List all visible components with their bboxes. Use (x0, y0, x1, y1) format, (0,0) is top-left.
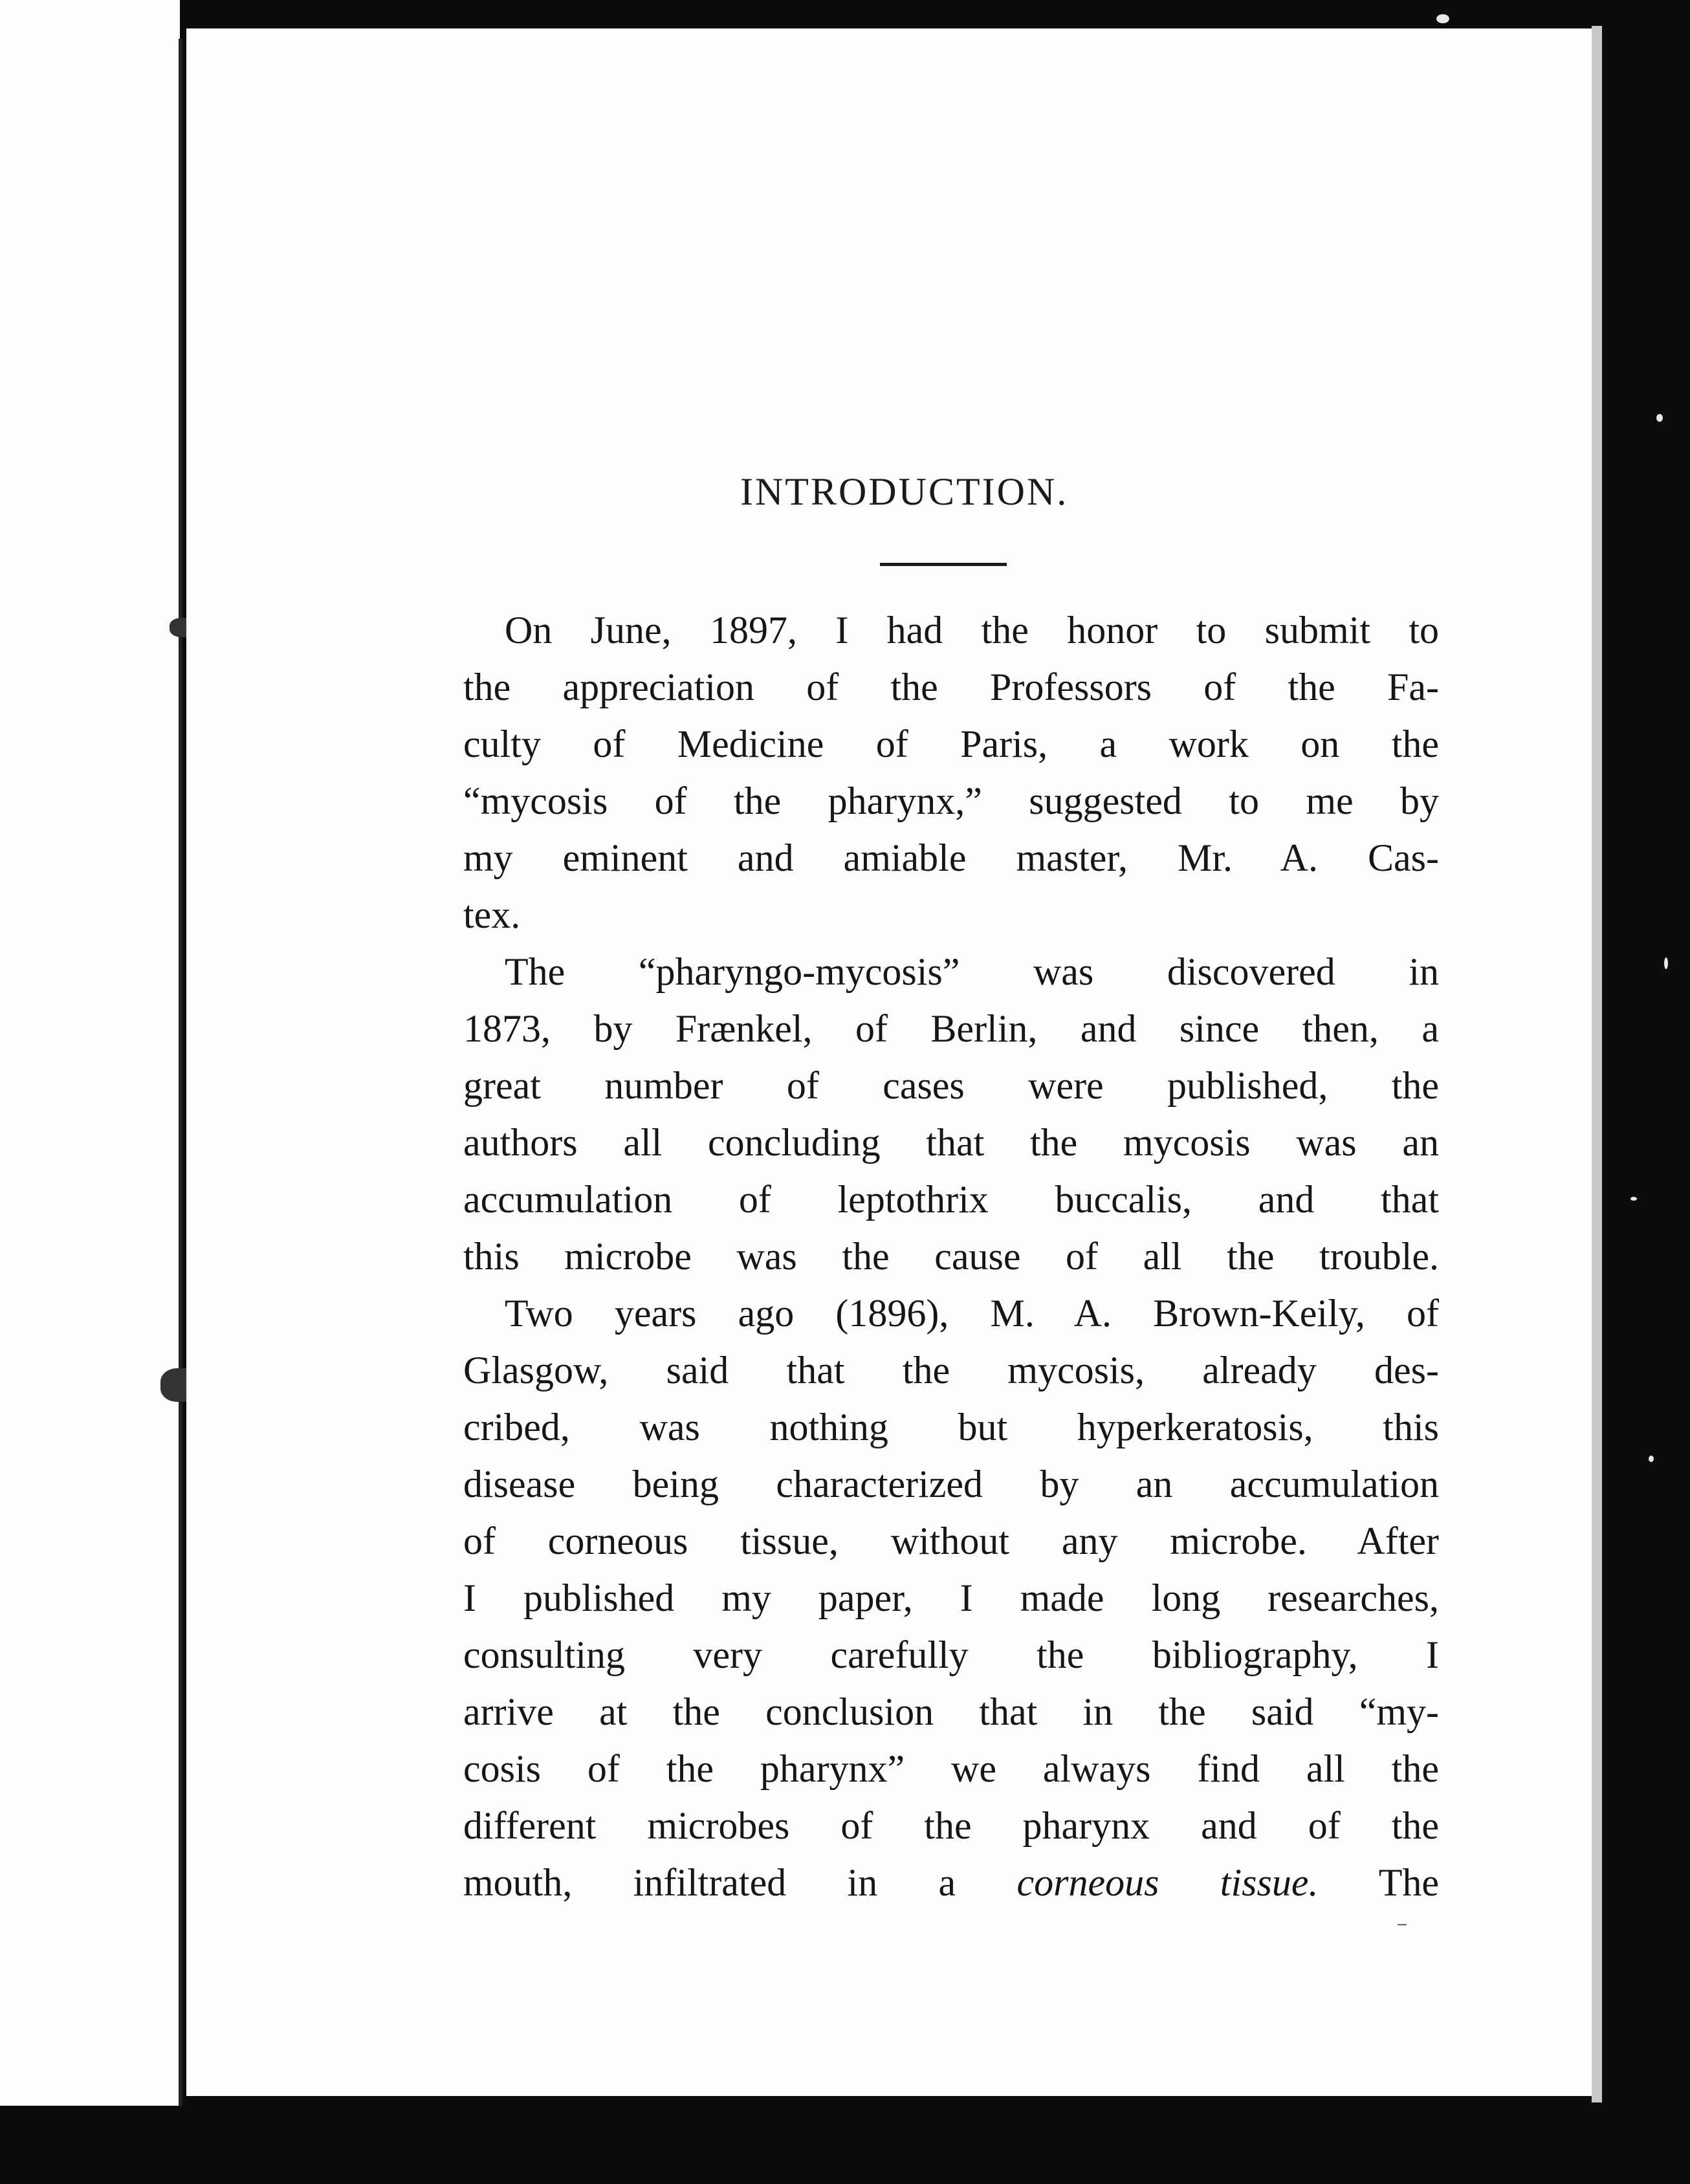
section-heading: INTRODUCTION. (740, 470, 1069, 513)
text-line: consulting very carefully the bibliography, I (463, 1633, 1439, 1676)
dust-speck (1656, 414, 1663, 422)
text-line: great number of cases were published, the (463, 1064, 1439, 1107)
text-line: different microbes of the pharynx and of the (463, 1804, 1439, 1847)
text-line: my eminent and amiable master, Mr. A. Cas- (463, 836, 1439, 879)
dust-speck (1649, 1456, 1654, 1462)
text-line (463, 1859, 1439, 1906)
text-run: mouth, infiltrated in a (463, 1861, 956, 1904)
text-line: the appreciation of the Professors of the Fa- (463, 666, 1439, 708)
text-line: authors all concluding that the mycosis was an (463, 1121, 1439, 1164)
text-line: disease being characterized by an accumulation (463, 1463, 1439, 1505)
text-line: of corneous tissue, without any microbe. After (463, 1520, 1439, 1562)
catchword-mark: ⎯ (1398, 1914, 1407, 1934)
facing-page-edge (0, 0, 180, 2106)
italic-phrase: corneous tissue. (1016, 1861, 1319, 1904)
dust-speck (1436, 14, 1449, 23)
text-line: accumulation of leptothrix buccalis, and that (463, 1178, 1439, 1221)
book-gutter (179, 39, 182, 2106)
text-line: arrive at the conclusion that in the said “my- (463, 1690, 1439, 1733)
text-line: Two years ago (1896), M. A. Brown-Keily, of (505, 1292, 1439, 1335)
text-line: cribed, was nothing but hyperkeratosis, this (463, 1406, 1439, 1448)
text-line: 1873, by Frænkel, of Berlin, and since then, a (463, 1007, 1439, 1050)
text-line: this microbe was the cause of all the trouble. (463, 1235, 1439, 1278)
heading-rule (880, 563, 1007, 566)
text-line: tex. (463, 893, 521, 936)
page-edge (1592, 26, 1602, 2102)
dust-speck (1664, 957, 1668, 969)
text-line: culty of Medicine of Paris, a work on the (463, 723, 1439, 765)
text-line: cosis of the pharynx” we always find all the (463, 1747, 1439, 1790)
text-run: The (1378, 1861, 1440, 1904)
text-line: On June, 1897, I had the honor to submit to (505, 609, 1439, 651)
dust-speck (1630, 1197, 1637, 1201)
text-line: Glasgow, said that the mycosis, already des- (463, 1349, 1439, 1392)
text-line: The “pharyngo-mycosis” was discovered in (505, 950, 1439, 993)
text-line: I published my paper, I made long researches, (463, 1577, 1439, 1619)
text-line: “mycosis of the pharynx,” suggested to me by (463, 780, 1439, 822)
